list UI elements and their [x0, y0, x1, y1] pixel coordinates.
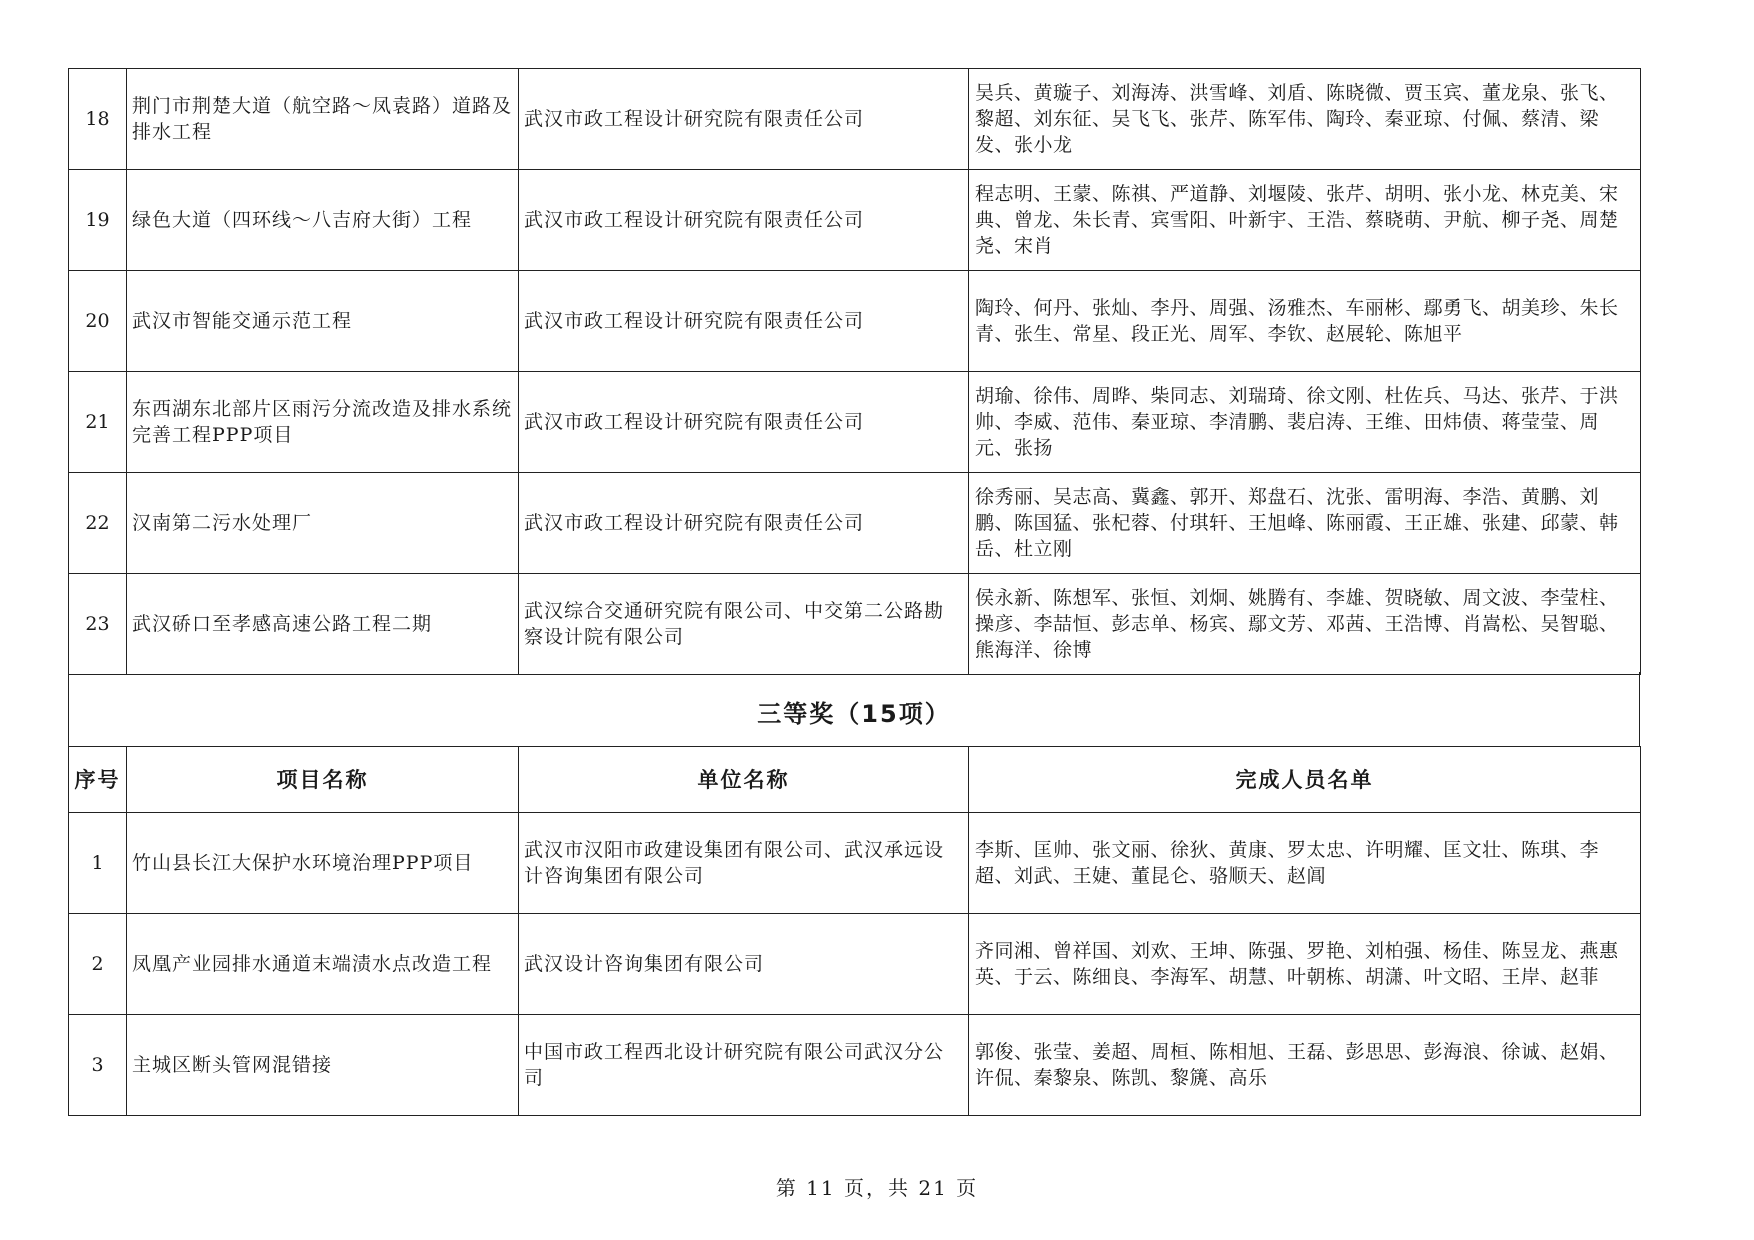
row-number: 1 [69, 813, 127, 914]
table-row [69, 914, 1641, 1015]
awards-table-second-prize-continued [68, 68, 1641, 675]
member-list: 李斯、匡帅、张文丽、徐狄、黄康、罗太忠、许明耀、匡文壮、陈琪、李超、刘武、王婕、董昆仑、骆顺天、赵阊 [969, 813, 1641, 914]
member-list: 侯永新、陈想军、张恒、刘炯、姚腾有、李雄、贺晓敏、周文波、李莹柱、操彦、李喆恒、彭志单、杨宾、鄢文芳、邓茜、王浩博、肖嵩松、吴智聪、熊海洋、徐博 [969, 574, 1641, 675]
row-number: 22 [69, 473, 127, 574]
column-header-number: 序号 [69, 747, 127, 813]
unit-name: 武汉综合交通研究院有限公司、中交第二公路勘察设计院有限公司 [519, 574, 969, 675]
project-name: 东西湖东北部片区雨污分流改造及排水系统完善工程PPP项目 [127, 372, 519, 473]
project-name: 武汉市智能交通示范工程 [127, 271, 519, 372]
project-name: 竹山县长江大保护水环境治理PPP项目 [127, 813, 519, 914]
table-row [69, 1015, 1641, 1116]
project-name: 绿色大道（四环线～八吉府大街）工程 [127, 170, 519, 271]
unit-name: 中国市政工程西北设计研究院有限公司武汉分公司 [519, 1015, 969, 1116]
member-list: 陶玲、何丹、张灿、李丹、周强、汤雅杰、车丽彬、鄢勇飞、胡美珍、朱长青、张生、常星、段正光、周军、李钦、赵展轮、陈旭平 [969, 271, 1641, 372]
row-number: 2 [69, 914, 127, 1015]
unit-name: 武汉市政工程设计研究院有限责任公司 [519, 170, 969, 271]
member-list: 徐秀丽、吴志高、冀鑫、郭开、郑盘石、沈张、雷明海、李浩、黄鹏、刘鹏、陈国猛、张杞蓉、付琪轩、王旭峰、陈丽霞、王正雄、张建、邱蒙、韩岳、杜立刚 [969, 473, 1641, 574]
column-header-project: 项目名称 [127, 747, 519, 813]
row-number: 19 [69, 170, 127, 271]
row-number: 20 [69, 271, 127, 372]
awards-table-third-prize [68, 746, 1641, 1116]
member-list: 程志明、王蒙、陈祺、严道静、刘堰陵、张芹、胡明、张小龙、林克美、宋典、曾龙、朱长青、宾雪阳、叶新宇、王浩、蔡晓萌、尹航、柳子尧、周楚尧、宋肖 [969, 170, 1641, 271]
project-name: 凤凰产业园排水通道末端渍水点改造工程 [127, 914, 519, 1015]
row-number: 18 [69, 69, 127, 170]
table-row [69, 170, 1641, 271]
unit-name: 武汉市政工程设计研究院有限责任公司 [519, 69, 969, 170]
table-row [69, 372, 1641, 473]
column-header-unit: 单位名称 [519, 747, 969, 813]
unit-name: 武汉市政工程设计研究院有限责任公司 [519, 473, 969, 574]
row-number: 23 [69, 574, 127, 675]
page-number-footer: 第 11 页，共 21 页 [775, 1176, 979, 1200]
table-row [69, 271, 1641, 372]
project-name: 武汉硚口至孝感高速公路工程二期 [127, 574, 519, 675]
table-header-row [69, 747, 1641, 813]
table-row [69, 473, 1641, 574]
unit-name: 武汉市汉阳市政建设集团有限公司、武汉承远设计咨询集团有限公司 [519, 813, 969, 914]
section-title: 三等奖（15项） [757, 700, 951, 728]
row-number: 3 [69, 1015, 127, 1116]
unit-name: 武汉设计咨询集团有限公司 [519, 914, 969, 1015]
member-list: 郭俊、张莹、姜超、周桓、陈相旭、王磊、彭思思、彭海浪、徐诚、赵娟、许侃、秦黎泉、陈凯、黎篪、高乐 [969, 1015, 1641, 1116]
unit-name: 武汉市政工程设计研究院有限责任公司 [519, 271, 969, 372]
column-header-members: 完成人员名单 [969, 747, 1641, 813]
project-name: 汉南第二污水处理厂 [127, 473, 519, 574]
member-list: 胡瑜、徐伟、周晔、柴同志、刘瑞琦、徐文刚、杜佐兵、马达、张芹、于洪帅、李威、范伟、秦亚琼、李清鹏、裴启涛、王维、田炜债、蒋莹莹、周元、张扬 [969, 372, 1641, 473]
table-row [69, 813, 1641, 914]
project-name: 主城区断头管网混错接 [127, 1015, 519, 1116]
member-list: 齐同湘、曾祥国、刘欢、王坤、陈强、罗艳、刘柏强、杨佳、陈昱龙、燕惠英、于云、陈细良、李海军、胡慧、叶朝栋、胡潇、叶文昭、王岸、赵菲 [969, 914, 1641, 1015]
unit-name: 武汉市政工程设计研究院有限责任公司 [519, 372, 969, 473]
row-number: 21 [69, 372, 127, 473]
table-row [69, 574, 1641, 675]
member-list: 吴兵、黄璇子、刘海涛、洪雪峰、刘盾、陈晓微、贾玉宾、董龙泉、张飞、黎超、刘东征、吴飞飞、张芹、陈军伟、陶玲、秦亚琼、付佩、蔡清、梁发、张小龙 [969, 69, 1641, 170]
project-name: 荆门市荆楚大道（航空路～凤袁路）道路及排水工程 [127, 69, 519, 170]
table-row [69, 69, 1641, 170]
